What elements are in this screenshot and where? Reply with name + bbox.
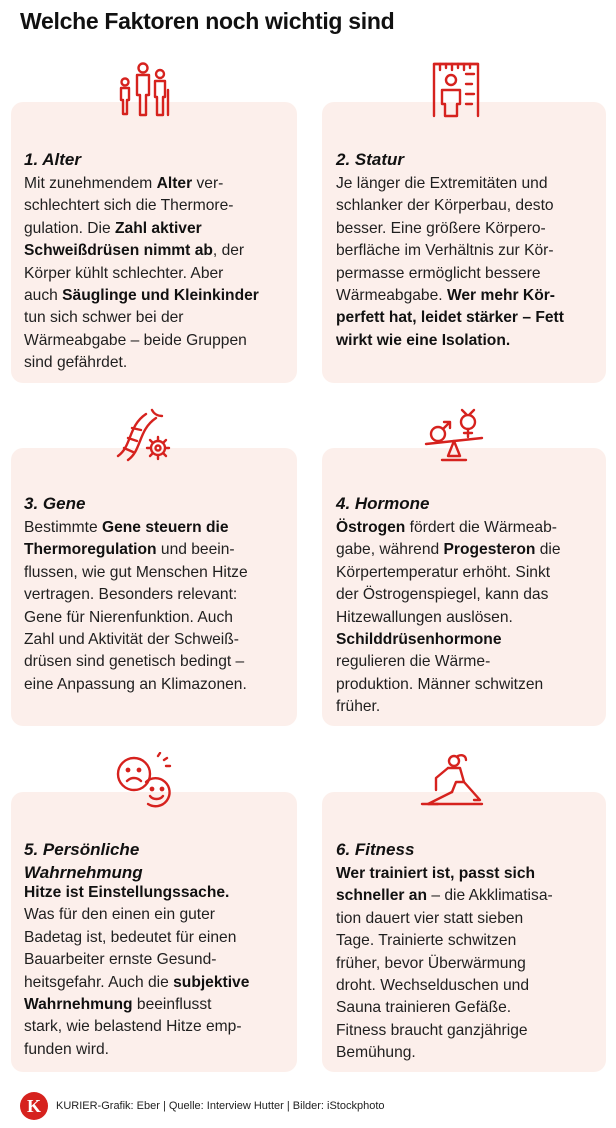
- body-bold-text: Alter: [156, 175, 193, 192]
- body-line: [336, 195, 604, 217]
- body-text: Badetag ist, bedeutet für einen: [24, 928, 237, 946]
- body-bold-text: Gene steuern die: [101, 519, 229, 536]
- body-text: tion dauert vier statt sieben: [336, 909, 524, 927]
- body-text: die: [535, 541, 561, 559]
- body-line: [336, 173, 604, 195]
- body-line: [336, 562, 604, 584]
- body-line: [24, 330, 294, 352]
- body-line: [336, 674, 604, 696]
- body-text: regulieren die Wärme-: [336, 653, 491, 671]
- card-title: 1. Alter: [24, 150, 82, 169]
- body-line: [24, 307, 294, 329]
- card-body: [336, 863, 604, 1065]
- body-bold-text: wirkt wie eine Isolation.: [336, 331, 511, 349]
- body-line: [24, 240, 294, 262]
- body-line: [336, 651, 604, 673]
- card-body: [24, 517, 294, 696]
- body-text: früher, bevor Überwärmung: [336, 954, 526, 972]
- body-text: berfläche im Verhältnis zur Kör-: [336, 242, 554, 260]
- body-line: [336, 584, 604, 606]
- kurier-logo: K: [20, 1092, 48, 1120]
- body-line: [336, 975, 604, 997]
- body-line: [336, 307, 604, 329]
- body-line: [336, 696, 604, 718]
- people-ages-icon: [112, 60, 176, 118]
- body-line: [336, 1042, 604, 1064]
- body-text: funden wird.: [24, 1040, 109, 1058]
- body-text: Zahl und Aktivität der Schweiß-: [24, 631, 239, 649]
- body-text: sind gefährdet.: [24, 354, 128, 372]
- body-line: [336, 1020, 604, 1042]
- body-text: eine Anpassung an Klimazonen.: [24, 675, 247, 693]
- body-bold-text: schneller an: [336, 887, 428, 905]
- body-text: Wärmeabgabe – beide Gruppen: [24, 331, 247, 349]
- footer: [20, 1092, 385, 1120]
- body-text: , der: [212, 242, 245, 260]
- body-text: gulation. Die: [24, 219, 116, 237]
- body-text: Mit zunehmendem: [24, 175, 157, 192]
- height-measure-icon: [426, 60, 490, 118]
- body-line: [24, 651, 294, 673]
- body-line: [336, 629, 604, 651]
- body-text: auch: [24, 287, 63, 305]
- body-line: [24, 674, 294, 696]
- body-line: [24, 218, 294, 240]
- card-title: 3. Gene: [24, 494, 86, 513]
- body-text: Je länger die Extremitäten und: [336, 175, 548, 192]
- body-line: [336, 607, 604, 629]
- body-line: [336, 885, 604, 907]
- body-line: [336, 330, 604, 352]
- body-text: Gene für Nierenfunktion. Auch: [24, 608, 233, 626]
- body-line: [336, 240, 604, 262]
- body-line: [24, 607, 294, 629]
- body-text: gabe, während: [336, 541, 444, 559]
- body-text: früher.: [336, 698, 381, 716]
- card-title: 5. Persönliche Wahrnehmung: [24, 840, 143, 882]
- body-bold-text: Schweißdrüsen nimmt ab: [24, 242, 213, 260]
- body-text: Bestimmte: [24, 519, 102, 536]
- body-bold-text: Thermoregulation: [24, 541, 157, 559]
- card-body: [336, 173, 604, 352]
- body-line: [24, 584, 294, 606]
- card-title: 4. Hormone: [336, 494, 430, 513]
- body-line: [336, 539, 604, 561]
- body-line: [336, 863, 604, 885]
- body-text: Sauna trainieren Gefäße.: [336, 999, 512, 1017]
- body-line: [24, 994, 294, 1016]
- body-text: schlechtert sich die Thermore-: [24, 197, 234, 215]
- body-line: [24, 1039, 294, 1061]
- card-body: [336, 517, 604, 719]
- footer-credit: KURIER-Grafik: Eber | Quelle: Interview Hutter | Bilder: iStockphoto: [56, 1100, 385, 1112]
- card-title: 2. Statur: [336, 150, 405, 169]
- body-text: tun sich schwer bei der: [24, 309, 184, 327]
- body-bold-text: Progesteron: [443, 541, 536, 559]
- body-text: der Östrogenspiegel, kann das: [336, 586, 549, 604]
- body-text: Körpertemperatur erhöht. Sinkt: [336, 563, 551, 581]
- body-text: fördert die Wärmeab-: [405, 519, 557, 536]
- body-text: Körper kühlt schlechter. Aber: [24, 264, 224, 282]
- body-line: [24, 882, 294, 904]
- body-line: [336, 285, 604, 307]
- body-bold-text: Säuglinge und Kleinkinder: [62, 287, 259, 305]
- body-line: [24, 195, 294, 217]
- body-bold-text: Wer mehr Kör-: [446, 287, 555, 305]
- body-text: droht. Wechselduschen und: [336, 977, 530, 995]
- body-line: [336, 997, 604, 1019]
- body-line: [336, 908, 604, 930]
- card-title: 6. Fitness: [336, 840, 415, 859]
- body-line: [336, 930, 604, 952]
- body-text: produktion. Männer schwitzen: [336, 675, 544, 693]
- body-line: [336, 218, 604, 240]
- card-body: [24, 882, 294, 1061]
- body-line: [24, 1016, 294, 1038]
- body-line: [336, 953, 604, 975]
- body-text: heitsgefahr. Auch die: [24, 973, 174, 991]
- body-text: besser. Eine größere Körpero-: [336, 219, 546, 237]
- body-line: [24, 352, 294, 374]
- body-text: stark, wie belastend Hitze emp-: [24, 1018, 242, 1036]
- body-line: [24, 539, 294, 561]
- body-bold-text: Schilddrüsenhormone: [336, 631, 502, 649]
- page-title: Welche Faktoren noch wichtig sind: [20, 8, 395, 34]
- body-text: Bauarbeiter ernste Gesund-: [24, 951, 217, 969]
- dna-gear-icon: [112, 406, 176, 464]
- body-text: Bemühung.: [336, 1044, 416, 1062]
- body-bold-text: Wahrnehmung: [24, 996, 133, 1014]
- body-line: [336, 517, 604, 539]
- sad-happy-faces-icon: [110, 752, 174, 810]
- card-body: [24, 173, 294, 375]
- body-line: [24, 562, 294, 584]
- stretching-person-icon: [420, 752, 484, 810]
- body-text: Hitzewallungen auslösen.: [336, 608, 513, 626]
- body-bold-text: Hitze ist Einstellungssache.: [24, 884, 230, 901]
- body-line: [24, 949, 294, 971]
- body-text: permasse ermöglicht bessere: [336, 264, 541, 282]
- body-line: [24, 263, 294, 285]
- body-text: flussen, wie gut Menschen Hitze: [24, 563, 248, 581]
- body-text: Fitness braucht ganzjährige: [336, 1021, 528, 1039]
- gender-seesaw-icon: [422, 406, 486, 464]
- body-line: [24, 517, 294, 539]
- body-text: vertragen. Besonders relevant:: [24, 586, 238, 604]
- body-bold-text: Wer trainiert ist, passt sich: [336, 865, 536, 882]
- body-bold-text: Zahl aktiver: [115, 219, 202, 237]
- body-text: Wärmeabgabe.: [336, 287, 447, 305]
- body-bold-text: Östrogen: [336, 519, 406, 536]
- body-bold-text: subjektive: [173, 973, 250, 991]
- body-text: Tage. Trainierte schwitzen: [336, 932, 517, 950]
- body-text: Was für den einen ein guter: [24, 906, 215, 924]
- body-line: [336, 263, 604, 285]
- body-text: schlanker der Körperbau, desto: [336, 197, 554, 215]
- body-line: [24, 173, 294, 195]
- body-text: ver-: [192, 175, 224, 192]
- body-line: [24, 629, 294, 651]
- body-line: [24, 904, 294, 926]
- body-text: – die Akklimatisa-: [427, 887, 553, 905]
- body-line: [24, 927, 294, 949]
- body-bold-text: perfett hat, leidet stärker – Fett: [336, 309, 564, 327]
- body-text: drüsen sind genetisch bedingt –: [24, 653, 245, 671]
- body-line: [24, 972, 294, 994]
- body-text: und beein-: [156, 541, 235, 559]
- body-text: beeinflusst: [132, 996, 212, 1014]
- body-line: [24, 285, 294, 307]
